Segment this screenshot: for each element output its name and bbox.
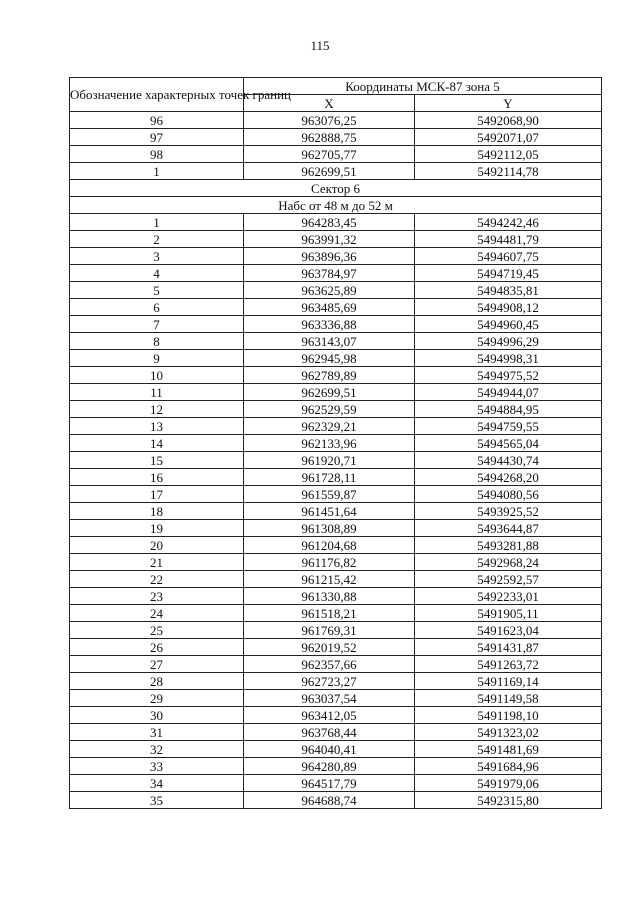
y-coordinate-cell: 5492068,90 <box>415 112 602 129</box>
y-coordinate-cell: 5494908,12 <box>415 299 602 316</box>
coordinates-table <box>69 77 602 809</box>
y-coordinate-cell: 5494884,95 <box>415 401 602 418</box>
y-coordinate-cell: 5491263,72 <box>415 656 602 673</box>
point-number-cell: 96 <box>70 112 244 129</box>
table-row <box>70 469 602 486</box>
y-coordinate-cell: 5494481,79 <box>415 231 602 248</box>
point-number-cell: 10 <box>70 367 244 384</box>
table-row <box>70 571 602 588</box>
point-number-cell: 5 <box>70 282 244 299</box>
y-coordinate-cell: 5492233,01 <box>415 588 602 605</box>
table-row <box>70 146 602 163</box>
x-coordinate-cell: 964283,45 <box>244 214 415 231</box>
x-coordinate-cell: 963336,88 <box>244 316 415 333</box>
x-coordinate-cell: 962529,59 <box>244 401 415 418</box>
y-coordinate-cell: 5491169,14 <box>415 673 602 690</box>
point-number-cell: 98 <box>70 146 244 163</box>
point-number-cell: 33 <box>70 758 244 775</box>
sector-row <box>70 180 602 197</box>
y-coordinate-cell: 5493281,88 <box>415 537 602 554</box>
x-coordinate-cell: 961330,88 <box>244 588 415 605</box>
point-number-cell: 4 <box>70 265 244 282</box>
x-coordinate-cell: 963076,25 <box>244 112 415 129</box>
table-row <box>70 129 602 146</box>
x-coordinate-cell: 963784,97 <box>244 265 415 282</box>
x-coordinate-cell: 963625,89 <box>244 282 415 299</box>
y-coordinate-cell: 5494607,75 <box>415 248 602 265</box>
y-coordinate-cell: 5491431,87 <box>415 639 602 656</box>
point-number-cell: 13 <box>70 418 244 435</box>
header-coords-label: Координаты МСК-87 зона 5 <box>244 78 602 95</box>
table-row <box>70 401 602 418</box>
table-row <box>70 231 602 248</box>
point-number-cell: 28 <box>70 673 244 690</box>
point-number-cell: 8 <box>70 333 244 350</box>
x-coordinate-cell: 962699,51 <box>244 384 415 401</box>
y-coordinate-cell: 5494268,20 <box>415 469 602 486</box>
point-number-cell: 29 <box>70 690 244 707</box>
table-row <box>70 792 602 809</box>
table-row <box>70 537 602 554</box>
x-coordinate-cell: 963412,05 <box>244 707 415 724</box>
table-row <box>70 605 602 622</box>
height-label: Набс от 48 м до 52 м <box>70 197 602 214</box>
x-coordinate-cell: 961204,68 <box>244 537 415 554</box>
sector-label: Сектор 6 <box>70 180 602 197</box>
table-row <box>70 520 602 537</box>
table-row <box>70 758 602 775</box>
x-coordinate-cell: 961559,87 <box>244 486 415 503</box>
point-number-cell: 32 <box>70 741 244 758</box>
x-coordinate-cell: 961920,71 <box>244 452 415 469</box>
table-row <box>70 690 602 707</box>
table-row <box>70 333 602 350</box>
table-row <box>70 214 602 231</box>
table-row <box>70 367 602 384</box>
point-number-cell: 3 <box>70 248 244 265</box>
y-coordinate-cell: 5491198,10 <box>415 707 602 724</box>
sector-section <box>70 180 602 214</box>
point-number-cell: 12 <box>70 401 244 418</box>
table-row <box>70 384 602 401</box>
table-row <box>70 775 602 792</box>
point-number-cell: 15 <box>70 452 244 469</box>
y-coordinate-cell: 5494960,45 <box>415 316 602 333</box>
y-coordinate-cell: 5493644,87 <box>415 520 602 537</box>
point-number-cell: 16 <box>70 469 244 486</box>
table-row <box>70 248 602 265</box>
table-row <box>70 299 602 316</box>
x-coordinate-cell: 962945,98 <box>244 350 415 367</box>
table-row <box>70 282 602 299</box>
point-number-cell: 34 <box>70 775 244 792</box>
point-number-cell: 2 <box>70 231 244 248</box>
point-number-cell: 1 <box>70 163 244 180</box>
x-coordinate-cell: 962019,52 <box>244 639 415 656</box>
y-coordinate-cell: 5494996,29 <box>415 333 602 350</box>
y-coordinate-cell: 5494998,31 <box>415 350 602 367</box>
x-coordinate-cell: 961518,21 <box>244 605 415 622</box>
y-coordinate-cell: 5494835,81 <box>415 282 602 299</box>
point-number-cell: 19 <box>70 520 244 537</box>
y-coordinate-cell: 5492592,57 <box>415 571 602 588</box>
point-number-cell: 22 <box>70 571 244 588</box>
x-coordinate-cell: 964040,41 <box>244 741 415 758</box>
x-coordinate-cell: 962888,75 <box>244 129 415 146</box>
point-number-cell: 7 <box>70 316 244 333</box>
x-coordinate-cell: 962705,77 <box>244 146 415 163</box>
table-row <box>70 724 602 741</box>
y-coordinate-cell: 5494975,52 <box>415 367 602 384</box>
y-coordinate-cell: 5491979,06 <box>415 775 602 792</box>
table-row <box>70 639 602 656</box>
y-coordinate-cell: 5491684,96 <box>415 758 602 775</box>
point-number-cell: 24 <box>70 605 244 622</box>
y-coordinate-cell: 5492968,24 <box>415 554 602 571</box>
table-row <box>70 418 602 435</box>
x-coordinate-cell: 962357,66 <box>244 656 415 673</box>
point-number-cell: 17 <box>70 486 244 503</box>
x-coordinate-cell: 964688,74 <box>244 792 415 809</box>
height-row <box>70 197 602 214</box>
point-number-cell: 35 <box>70 792 244 809</box>
table-row <box>70 112 602 129</box>
point-number-cell: 23 <box>70 588 244 605</box>
point-number-cell: 20 <box>70 537 244 554</box>
x-coordinate-cell: 962699,51 <box>244 163 415 180</box>
page-number: 115 <box>310 38 330 53</box>
table-row <box>70 486 602 503</box>
table-body-main <box>70 214 602 809</box>
y-coordinate-cell: 5494565,04 <box>415 435 602 452</box>
x-coordinate-cell: 963991,32 <box>244 231 415 248</box>
table-row <box>70 622 602 639</box>
point-number-cell: 30 <box>70 707 244 724</box>
table-row <box>70 163 602 180</box>
point-number-cell: 26 <box>70 639 244 656</box>
table-row <box>70 265 602 282</box>
point-number-cell: 9 <box>70 350 244 367</box>
table-row <box>70 452 602 469</box>
y-coordinate-cell: 5494430,74 <box>415 452 602 469</box>
header-point-label: Обозначение характерных точек границ <box>70 78 244 112</box>
point-number-cell: 11 <box>70 384 244 401</box>
table-row <box>70 588 602 605</box>
point-number-cell: 18 <box>70 503 244 520</box>
table-row <box>70 316 602 333</box>
x-coordinate-cell: 961308,89 <box>244 520 415 537</box>
table-row <box>70 350 602 367</box>
table-row <box>70 554 602 571</box>
y-coordinate-cell: 5491905,11 <box>415 605 602 622</box>
table-row <box>70 503 602 520</box>
x-coordinate-cell: 961728,11 <box>244 469 415 486</box>
y-coordinate-cell: 5493925,52 <box>415 503 602 520</box>
x-coordinate-cell: 963037,54 <box>244 690 415 707</box>
table-header <box>70 78 602 112</box>
point-number-cell: 1 <box>70 214 244 231</box>
x-coordinate-cell: 963143,07 <box>244 333 415 350</box>
y-coordinate-cell: 5494242,46 <box>415 214 602 231</box>
point-number-cell: 27 <box>70 656 244 673</box>
x-coordinate-cell: 962133,96 <box>244 435 415 452</box>
y-coordinate-cell: 5491623,04 <box>415 622 602 639</box>
point-number-cell: 6 <box>70 299 244 316</box>
x-coordinate-cell: 961451,64 <box>244 503 415 520</box>
x-coordinate-cell: 962723,27 <box>244 673 415 690</box>
y-coordinate-cell: 5494759,55 <box>415 418 602 435</box>
table-row <box>70 707 602 724</box>
y-coordinate-cell: 5492112,05 <box>415 146 602 163</box>
x-coordinate-cell: 964517,79 <box>244 775 415 792</box>
table-row <box>70 673 602 690</box>
x-coordinate-cell: 964280,89 <box>244 758 415 775</box>
point-number-cell: 21 <box>70 554 244 571</box>
header-x-label: X <box>244 95 415 112</box>
x-coordinate-cell: 963485,69 <box>244 299 415 316</box>
y-coordinate-cell: 5492315,80 <box>415 792 602 809</box>
point-number-cell: 25 <box>70 622 244 639</box>
y-coordinate-cell: 5492114,78 <box>415 163 602 180</box>
table-row <box>70 741 602 758</box>
point-number-cell: 97 <box>70 129 244 146</box>
x-coordinate-cell: 963896,36 <box>244 248 415 265</box>
point-number-cell: 31 <box>70 724 244 741</box>
table-body-top <box>70 112 602 180</box>
x-coordinate-cell: 963768,44 <box>244 724 415 741</box>
table-row <box>70 435 602 452</box>
x-coordinate-cell: 962329,21 <box>244 418 415 435</box>
y-coordinate-cell: 5491481,69 <box>415 741 602 758</box>
table-row <box>70 656 602 673</box>
x-coordinate-cell: 962789,89 <box>244 367 415 384</box>
x-coordinate-cell: 961176,82 <box>244 554 415 571</box>
y-coordinate-cell: 5494719,45 <box>415 265 602 282</box>
y-coordinate-cell: 5491149,58 <box>415 690 602 707</box>
y-coordinate-cell: 5494944,07 <box>415 384 602 401</box>
y-coordinate-cell: 5492071,07 <box>415 129 602 146</box>
x-coordinate-cell: 961215,42 <box>244 571 415 588</box>
header-y-label: Y <box>415 95 602 112</box>
point-number-cell: 14 <box>70 435 244 452</box>
y-coordinate-cell: 5494080,56 <box>415 486 602 503</box>
y-coordinate-cell: 5491323,02 <box>415 724 602 741</box>
x-coordinate-cell: 961769,31 <box>244 622 415 639</box>
